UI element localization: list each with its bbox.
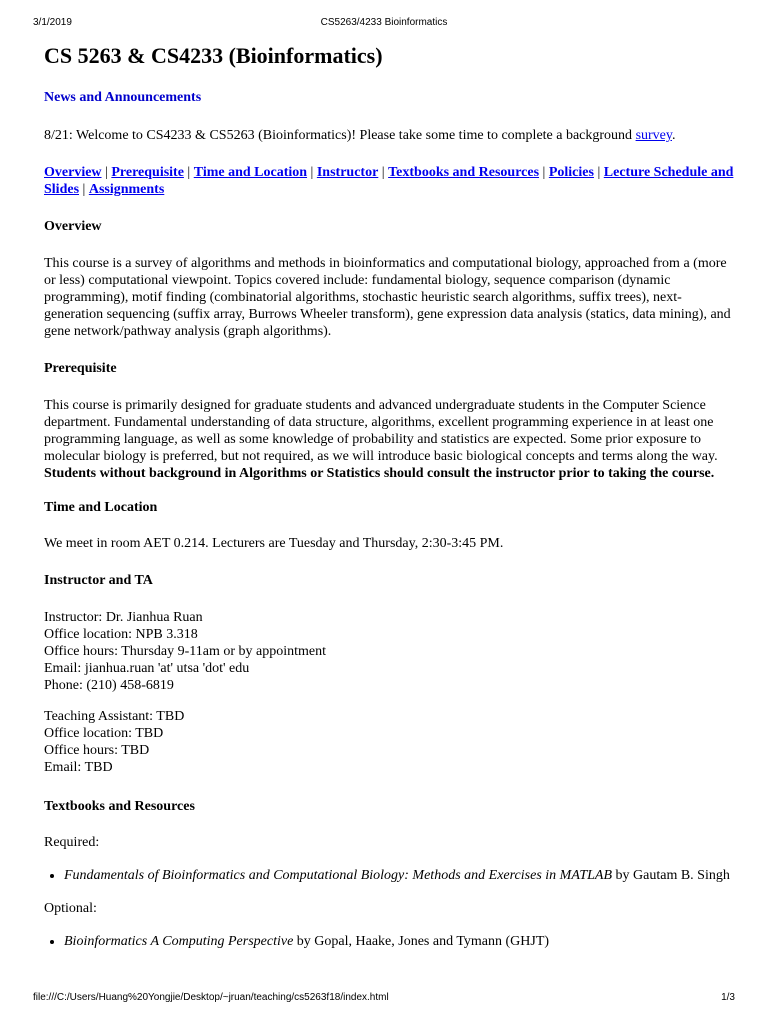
announcement-text: 8/21: Welcome to CS4233 & CS5263 (Bioinformatics)! Please take some time to complete a background <box>44 128 636 143</box>
instructor-heading: Instructor and TA <box>44 573 153 588</box>
print-url: file:///C:/Users/Huang%20Yongjie/Desktop/~jruan/teaching/cs5263f18/index.html <box>33 992 389 1003</box>
print-header <box>0 17 768 31</box>
instructor-office: Office location: NPB 3.318 <box>44 627 198 642</box>
nav-lecture-schedule[interactable]: Lecture Schedule and Slides <box>44 165 734 197</box>
page-title: CS 5263 & CS4233 (Bioinformatics) <box>44 43 383 68</box>
nav-separator: | <box>79 182 89 197</box>
optional-book-author: by Gopal, Haake, Jones and Tymann (GHJT) <box>293 934 550 949</box>
instructor-hours: Office hours: Thursday 9-11am or by appointment <box>44 644 327 659</box>
announcement <box>44 127 734 144</box>
announcement-end: . <box>671 128 676 143</box>
instructor-phone: Phone: (210) 458-6819 <box>44 678 174 693</box>
nav-separator: | <box>183 165 194 180</box>
nav-separator: | <box>307 165 317 180</box>
optional-list <box>44 933 734 950</box>
prerequisite-body: This course is primarily designed for graduate students and advanced undergraduate students in the Computer Science department. Fundamental understanding of data structure, algorithms, excellent programming experience in at least one programming language, as well as some knowledge of probability and statistics are expected. Some prior exposure to molecular biology is preferred, but not required, as we will introduce basic biological concepts and terms along the way. <box>44 398 718 464</box>
nav-overview[interactable]: Overview <box>44 165 102 180</box>
news-heading: News and Announcements <box>44 90 202 105</box>
nav-time-location[interactable]: Time and Location <box>193 165 308 180</box>
ta-name: Teaching Assistant: TBD <box>44 709 185 724</box>
page-content <box>44 42 734 950</box>
optional-label: Optional: <box>44 901 97 916</box>
nav-separator: | <box>378 165 389 180</box>
required-book-title: Fundamentals of Bioinformatics and Computational Biology: Methods and Exercises in MATLAB <box>64 868 613 883</box>
print-footer <box>0 992 768 1006</box>
nav-separator: | <box>539 165 549 180</box>
nav-textbooks[interactable]: Textbooks and Resources <box>388 165 540 180</box>
print-page-title: CS5263/4233 Bioinformatics <box>320 17 448 28</box>
list-item <box>64 933 734 950</box>
instructor-name: Instructor: Dr. Jianhua Ruan <box>44 610 203 625</box>
ta-office: Office location: TBD <box>44 726 164 741</box>
nav-policies[interactable]: Policies <box>548 165 594 180</box>
print-page-number: 1/3 <box>721 992 735 1003</box>
nav-instructor[interactable]: Instructor <box>316 165 379 180</box>
prerequisite-text <box>44 397 734 482</box>
prerequisite-warning: Students without background in Algorithms or Statistics should consult the instructor prior to taking the course. <box>44 466 715 481</box>
instructor-info <box>44 609 734 694</box>
ta-info <box>44 708 734 776</box>
nav-prerequisite[interactable]: Prerequisite <box>111 165 184 180</box>
overview-text: This course is a survey of algorithms and methods in bioinformatics and computational biology, approached from a (more or less) computational viewpoint. Topics covered include: fundamental biology, sequence comparison (dynamic programming), motif finding (combinatorial algorithms, stochastic heuristic search algorithms, suffix trees), next-generation sequencing (suffix array, Burrows Wheeler transform), gene expression data analysis (statics, data mining), and gene network/pathway analysis (graph algorithms). <box>44 256 731 339</box>
textbooks-heading: Textbooks and Resources <box>44 799 195 814</box>
overview-heading: Overview <box>44 219 102 234</box>
list-item <box>64 867 734 884</box>
nav-separator: | <box>593 165 604 180</box>
required-label: Required: <box>44 835 100 850</box>
section-nav <box>44 164 734 198</box>
time-location-text: We meet in room AET 0.214. Lecturers are Tuesday and Thursday, 2:30-3:45 PM. <box>44 536 504 551</box>
required-list <box>44 867 734 884</box>
optional-book-title: Bioinformatics A Computing Perspective <box>64 934 294 949</box>
instructor-email: Email: jianhua.ruan 'at' utsa 'dot' edu <box>44 661 250 676</box>
prerequisite-heading: Prerequisite <box>44 361 117 376</box>
nav-separator: | <box>101 165 112 180</box>
survey-link[interactable]: survey <box>635 128 672 143</box>
nav-assignments[interactable]: Assignments <box>88 182 165 197</box>
ta-email: Email: TBD <box>44 760 113 775</box>
print-date: 3/1/2019 <box>33 17 72 28</box>
required-book-author: by Gautam B. Singh <box>612 868 730 883</box>
ta-hours: Office hours: TBD <box>44 743 150 758</box>
time-location-heading: Time and Location <box>44 500 158 515</box>
